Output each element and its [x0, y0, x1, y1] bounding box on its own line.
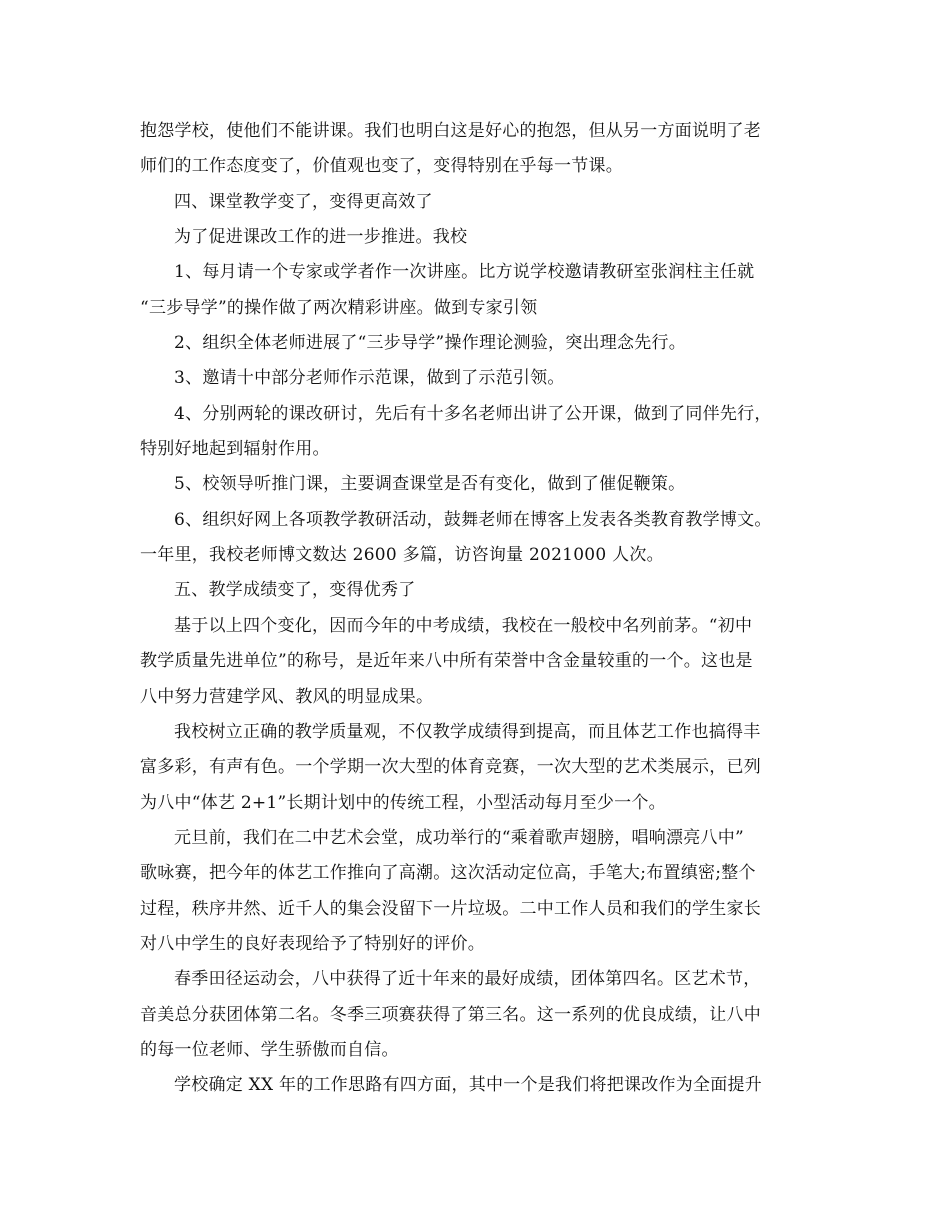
text-line: “三步导学”的操作做了两次精彩讲座。做到专家引领 — [140, 297, 538, 318]
text-line: 为八中“体艺 2+1”长期计划中的传统工程，小型活动每月至少一个。 — [140, 792, 666, 813]
text-line: 6、组织好网上各项教学教研活动，鼓舞老师在博客上发表各类教育教学博文。 — [174, 509, 772, 530]
text-line: 4、分别两轮的课改研讨，先后有十多名老师出讲了公开课，做到了同伴先行， — [174, 403, 772, 424]
text-line: 五、教学成绩变了，变得优秀了 — [174, 580, 416, 601]
text-line: 特别好地起到辐射作用。 — [140, 439, 330, 460]
text-line: 对八中学生的良好表现给予了特别好的评价。 — [140, 933, 485, 954]
text-line: 歌咏赛，把今年的体艺工作推向了高潮。这次活动定位高，手笔大;布置缜密;整个 — [140, 863, 756, 884]
text-line: 我校树立正确的教学质量观，不仅教学成绩得到提高，而且体艺工作也搞得丰 — [174, 721, 761, 742]
text-line: 1、每月请一个专家或学者作一次讲座。比方说学校邀请教研室张润柱主任就 — [174, 262, 755, 283]
text-line: 师们的工作态度变了，价值观也变了，变得特别在乎每一节课。 — [140, 156, 623, 177]
text-line: 元旦前，我们在二中艺术会堂，成功举行的“乘着歌声翅膀，唱响漂亮八中” — [174, 827, 744, 848]
text-line: 的每一位老师、学生骄傲而自信。 — [140, 1039, 399, 1060]
text-line: 春季田径运动会，八中获得了近十年来的最好成绩，团体第四名。区艺术节， — [174, 969, 761, 990]
text-line: 基于以上四个变化，因而今年的中考成绩，我校在一般校中名列前茅。“初中 — [174, 615, 753, 636]
text-line: 一年里，我校老师博文数达 2600 多篇，访咨询量 2021000 人次。 — [140, 545, 664, 566]
text-line: 抱怨学校，使他们不能讲课。我们也明白这是好心的抱怨，但从另一方面说明了老 — [140, 121, 761, 141]
text-line: 八中努力营建学风、教风的明显成果。 — [140, 686, 434, 707]
text-line: 过程，秩序井然、近千人的集会没留下一片垃圾。二中工作人员和我们的学生家长 — [140, 898, 761, 919]
text-line: 2、组织全体老师进展了“三步导学”操作理论测验，突出理念先行。 — [174, 333, 686, 354]
text-line: 四、课堂教学变了，变得更高效了 — [174, 191, 433, 212]
text-line: 3、邀请十中部分老师作示范课，做到了示范引领。 — [174, 368, 565, 389]
text-line: 教学质量先进单位”的称号，是近年来八中所有荣誉中含金量较重的一个。这也是 — [140, 651, 753, 672]
text-line: 学校确定 XX 年的工作思路有四方面，其中一个是我们将把课改作为全面提升 — [174, 1075, 763, 1096]
document-body — [140, 114, 810, 1104]
text-line: 5、校领导听推门课，主要调查课堂是否有变化，做到了催促鞭策。 — [174, 474, 686, 495]
text-line: 为了促进课改工作的进一步推进。我校 — [174, 227, 468, 248]
text-line: 富多彩，有声有色。一个学期一次大型的体育竞赛，一次大型的艺术类展示，已列 — [140, 757, 761, 778]
text-line: 音美总分获团体第二名。冬季三项赛获得了第三名。这一系列的优良成绩，让八中 — [140, 1004, 761, 1025]
